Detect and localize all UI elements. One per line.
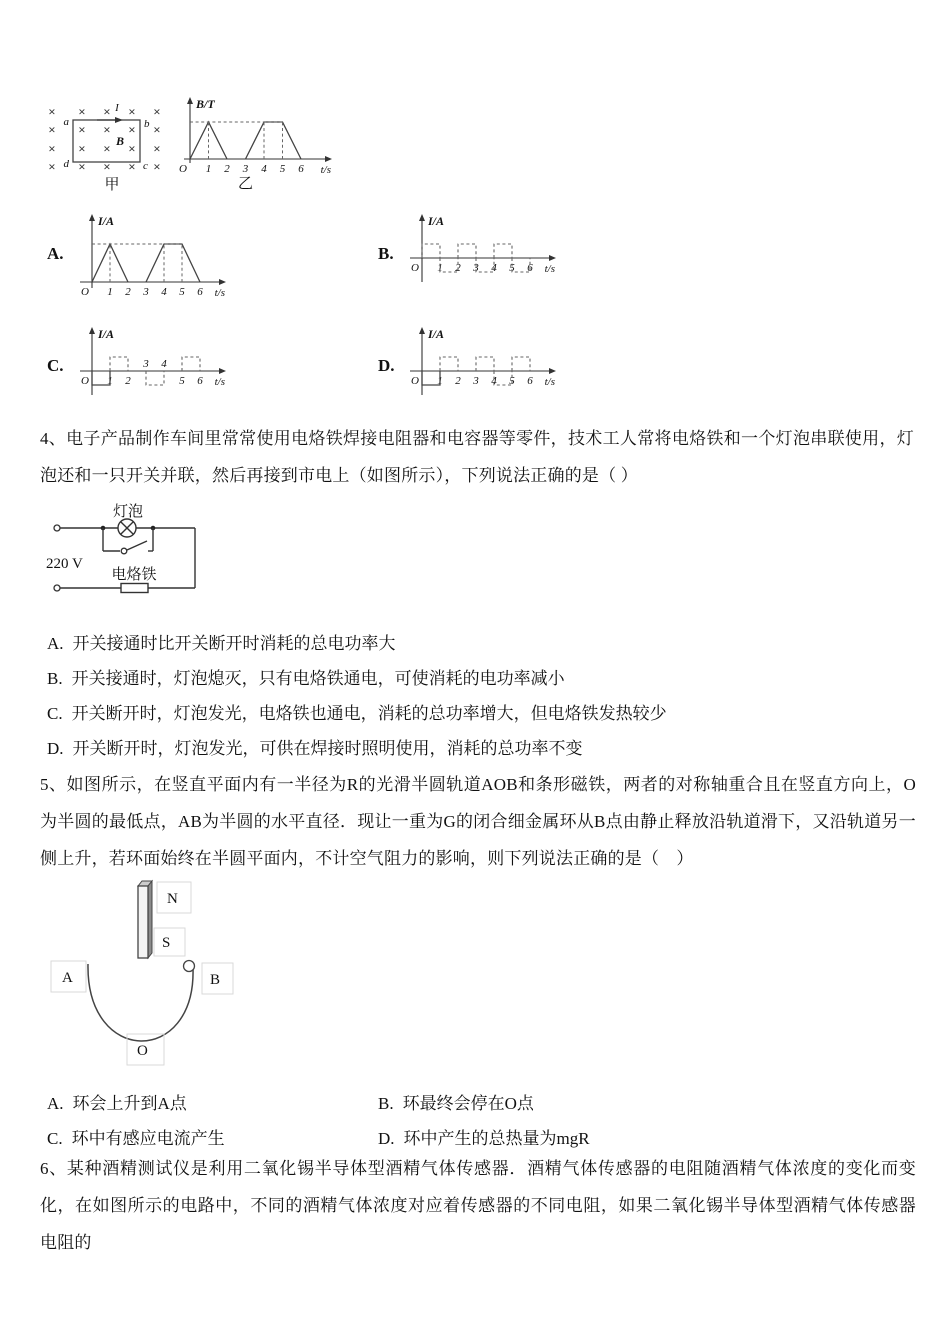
q3-option-a-letter: A. [47,244,64,263]
point-o-label: O [137,1043,148,1059]
soldering-iron-resistor-icon [121,584,148,593]
svg-text:O: O [81,286,89,298]
svg-text:3: 3 [242,163,249,175]
q6-question-text: 6、某种酒精测试仪是利用二氧化锡半导体型酒精气体传感器．酒精气体传感器的电阻随酒精气体浓度的变化而变化，在如图所示的电路中，不同的酒精气体浓度对应着传感器的不同电阻，如果二氧化锡半导体型酒精气体传感器电阻的 [40,1159,916,1252]
svg-text:4: 4 [491,375,497,387]
q3-option-a-graph [78,212,228,304]
svg-text:t/s: t/s [544,376,555,388]
svg-text:1: 1 [437,375,443,387]
svg-text:×: × [153,122,161,137]
svg-text:t/s: t/s [214,287,225,299]
svg-text:3: 3 [143,358,149,370]
q5-option-c: C. 环中有感应电流产生 [47,1129,225,1148]
svg-text:×: × [128,141,136,156]
svg-text:4: 4 [161,358,167,370]
svg-text:5: 5 [179,286,185,298]
svg-text:4: 4 [491,262,497,274]
figure-yi-bt-graph [179,95,334,192]
svg-text:1: 1 [437,262,443,274]
svg-text:6: 6 [197,375,203,387]
svg-text:×: × [48,122,56,137]
svg-text:5: 5 [509,375,515,387]
svg-text:I/A: I/A [428,214,445,228]
svg-text:×: × [48,104,56,119]
q5-option-d: D. 环中产生的总热量为mgR [378,1129,590,1148]
svg-text:3: 3 [143,286,149,298]
corner-b: b [144,118,150,130]
svg-text:2: 2 [125,286,131,298]
iron-label: 电烙铁 [111,567,157,583]
switch-blade-icon [127,541,147,550]
svg-text:×: × [128,104,136,119]
svg-text:3: 3 [473,262,479,274]
corner-c: c [143,160,148,172]
svg-text:×: × [103,122,111,137]
svg-text:O: O [411,375,419,387]
svg-text:5: 5 [509,262,515,274]
svg-text:×: × [78,159,86,174]
svg-text:×: × [48,141,56,156]
point-a-label: A [62,970,73,986]
svg-text:1: 1 [205,163,212,175]
terminal-bottom-icon [54,585,60,591]
svg-text:I/A: I/A [428,327,445,341]
svg-text:t/s: t/s [544,263,555,275]
svg-text:×: × [153,104,161,119]
point-b-label: B [210,972,221,988]
svg-text:×: × [78,141,86,156]
svg-text:5: 5 [179,375,185,387]
svg-text:4: 4 [161,286,167,298]
svg-text:I/A: I/A [98,214,115,228]
svg-text:I/A: I/A [98,327,115,341]
bar-magnet-icon [138,886,148,958]
field-label: B [116,134,125,148]
svg-text:×: × [153,159,161,174]
svg-text:6: 6 [527,375,533,387]
q4-question-text: 4、电子产品制作车间里常常使用电烙铁焊接电阻器和电容器等零件，技术工人常将电烙铁和一个灯泡串联使用，灯泡还和一只开关并联，然后再接到市电上（如图所示），下列说法正确的是（ ） [40,429,914,485]
svg-text:2: 2 [455,262,461,274]
svg-text:×: × [128,159,136,174]
corner-d: d [63,158,69,170]
svg-text:2: 2 [455,375,461,387]
q3-option-c-letter: C. [47,356,64,375]
svg-text:×: × [48,159,56,174]
current-arrow-icon [115,117,123,123]
corner-a: a [63,116,69,128]
q4-option-b: B. 开关接通时，灯泡熄灭，只有电烙铁通电，可使消耗的电功率减小 [47,669,565,688]
svg-text:×: × [78,104,86,119]
svg-text:1: 1 [107,375,113,387]
svg-text:5: 5 [279,163,286,175]
svg-text:6: 6 [197,286,203,298]
svg-text:×: × [103,141,111,156]
magnet-n-label: N [167,891,178,907]
svg-text:×: × [78,122,86,137]
svg-text:3: 3 [473,375,479,387]
svg-text:1: 1 [107,286,113,298]
lamp-label: 灯泡 [112,504,144,520]
q3-option-b-letter: B. [378,244,394,263]
svg-text:O: O [81,375,89,387]
q4-option-c: C. 开关断开时，灯泡发光，电烙铁也通电，消耗的总功率增大，但电烙铁发热较少 [47,704,667,723]
q3-option-b-graph [408,212,558,304]
q5-magnet-track-figure [38,876,263,1068]
semicircular-track [88,964,193,1041]
current-label: I [115,102,119,114]
q4-options [47,626,667,766]
switch-contact-icon [121,548,127,554]
svg-text:乙: 乙 [237,176,254,192]
q3-option-d-graph [408,325,558,417]
q5-question-text: 5、如图所示，在竖直平面内有一半径为R的光滑半圆轨道AOB和条形磁铁，两者的对称轴重合且在竖直方向上，O为半圆的最低点，AB为半圆的水平直径．现让一重为G的闭合细金属环从B点由静止释放沿轨道滑下，又沿轨道另一侧上升，若环面始终在半圆平面内，不计空气阻力的影响，则下列说法正确的是（ ） [40,775,916,868]
svg-text:×: × [103,159,111,174]
svg-text:t/s: t/s [214,376,225,388]
svg-text:×: × [128,122,136,137]
q4-option-a: A. 开关接通时比开关断开时消耗的总电功率大 [47,634,396,653]
svg-text:2: 2 [125,375,131,387]
svg-text:6: 6 [527,262,533,274]
q4-option-d: D. 开关断开时，灯泡发光，可供在焊接时照明使用，消耗的总功率不变 [47,739,583,758]
q3-option-d-letter: D. [378,356,395,375]
svg-text:6: 6 [298,163,304,175]
q4-circuit-diagram [40,502,230,602]
terminal-top-icon [54,525,60,531]
metal-ring-icon [184,961,195,972]
q3-option-c-graph [78,325,228,417]
figure-jia-caption: 甲 [104,177,120,193]
svg-text:×: × [153,141,161,156]
magnet-s-label: S [162,935,171,951]
svg-text:O: O [179,163,187,175]
svg-text:2: 2 [224,163,230,175]
q5-option-b: B. 环最终会停在O点 [378,1094,534,1113]
svg-text:×: × [103,104,111,119]
svg-text:t/s: t/s [320,164,331,176]
svg-text:O: O [411,262,419,274]
q5-option-a: A. 环会上升到A点 [47,1094,187,1113]
svg-text:B/T: B/T [196,97,215,111]
svg-text:4: 4 [261,163,267,175]
voltage-label: 220 V [46,556,83,572]
figure-jia-field-loop [35,97,185,192]
